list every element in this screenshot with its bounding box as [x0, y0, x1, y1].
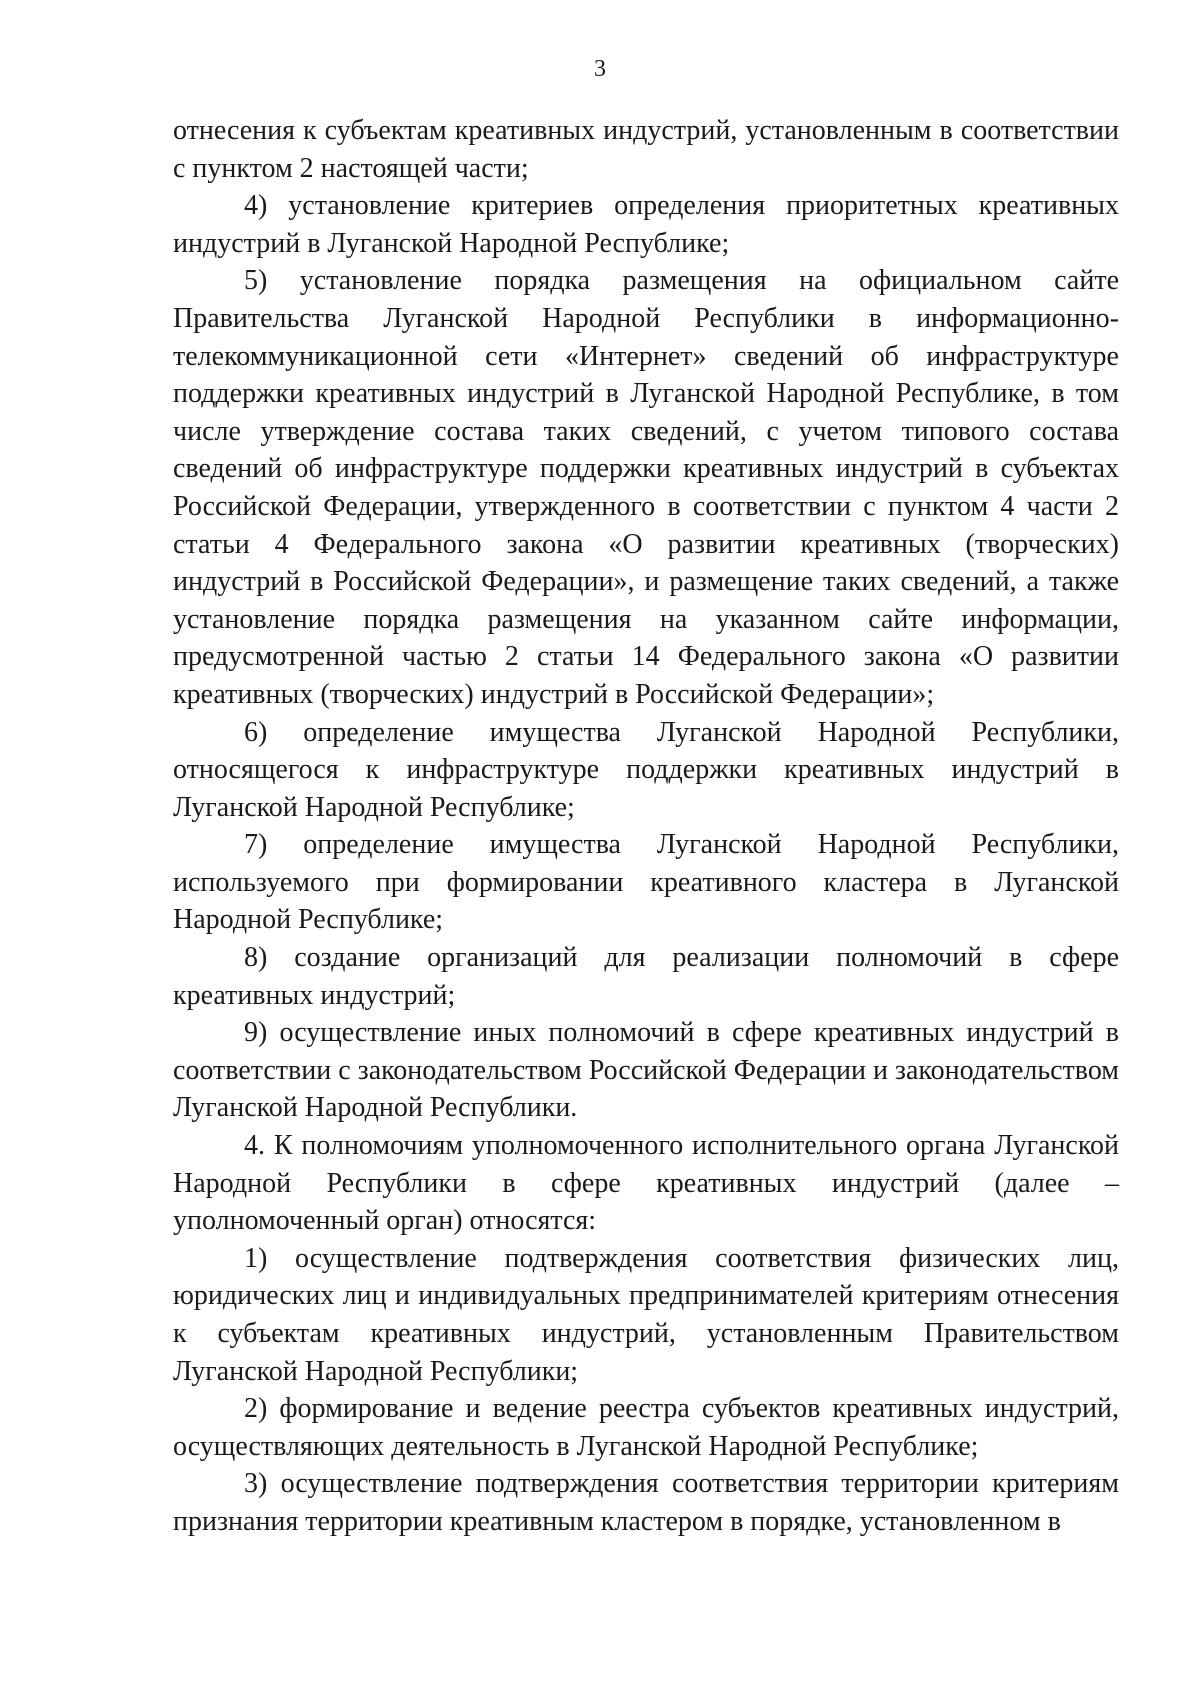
paragraph-part-4: 4. К полномочиям уполномоченного исполнительного органа Луганской Народной Республики в сфере креативных индустрий (далее – уполномоченный орган) относятся: — [173, 1130, 1119, 1237]
paragraph-continuation: отнесения к субъектам креативных индустрий, установленным в соответствии с пунктом 2 настоящей части; — [173, 115, 1119, 184]
paragraph-item-8: 8) создание организаций для реализации полномочий в сфере креативных индустрий; — [173, 942, 1119, 1011]
paragraph-item-7: 7) определение имущества Луганской Народной Республики, используемого при формировании креативного кластера в Луганской Народной Республике; — [173, 829, 1119, 936]
paragraph-part-4-item-1: 1) осуществление подтверждения соответствия физических лиц, юридических лиц и индивидуальных предпринимателей критериям отнесения к субъектам креативных индустрий, установленным Правительством Луганской Народной Республики; — [173, 1242, 1119, 1387]
paragraph-item-5: 5) установление порядка размещения на официальном сайте Правительства Луганской Народной Республики в информационно-телекоммуникационной сети «Интернет» сведений об инфраструктуре поддержки креативных индустрий в Луганской Народной Республике, в том числе утверждение состава таких сведений, с учетом типового состава сведений об инфраструктуре поддержки креативных индустрий в субъектах Российской Федерации, утвержденного в соответствии с пунктом 4 части 2 статьи 4 Федерального закона «О развитии креативных (творческих) индустрий в Российской Федерации», и размещение таких сведений, а также установление порядка размещения на указанном сайте информации, предусмотренной частью 2 статьи 14 Федерального закона «О развитии креативных (творческих) индустрий в Российской Федерации»; — [173, 265, 1119, 710]
paragraph-item-9: 9) осуществление иных полномочий в сфере креативных индустрий в соответствии с законодательством Российской Федерации и законодательством Луганской Народной Республики. — [173, 1017, 1120, 1124]
paragraph-part-4-item-2: 2) формирование и ведение реестра субъектов креативных индустрий, осуществляющих деятельность в Луганской Народной Республике; — [173, 1393, 1119, 1462]
document-body — [173, 112, 1119, 1541]
paragraph-item-4: 4) установление критериев определения приоритетных креативных индустрий в Луганской Народной Республике; — [173, 190, 1119, 259]
page-number: 3 — [594, 56, 606, 82]
paragraph-part-4-item-3: 3) осуществление подтверждения соответствия территории критериям признания территории креативным кластером в порядке, установленном в — [173, 1468, 1119, 1537]
paragraph-item-6: 6) определение имущества Луганской Народной Республики, относящегося к инфраструктуре поддержки креативных индустрий в Луганской Народной Республике; — [173, 716, 1119, 823]
